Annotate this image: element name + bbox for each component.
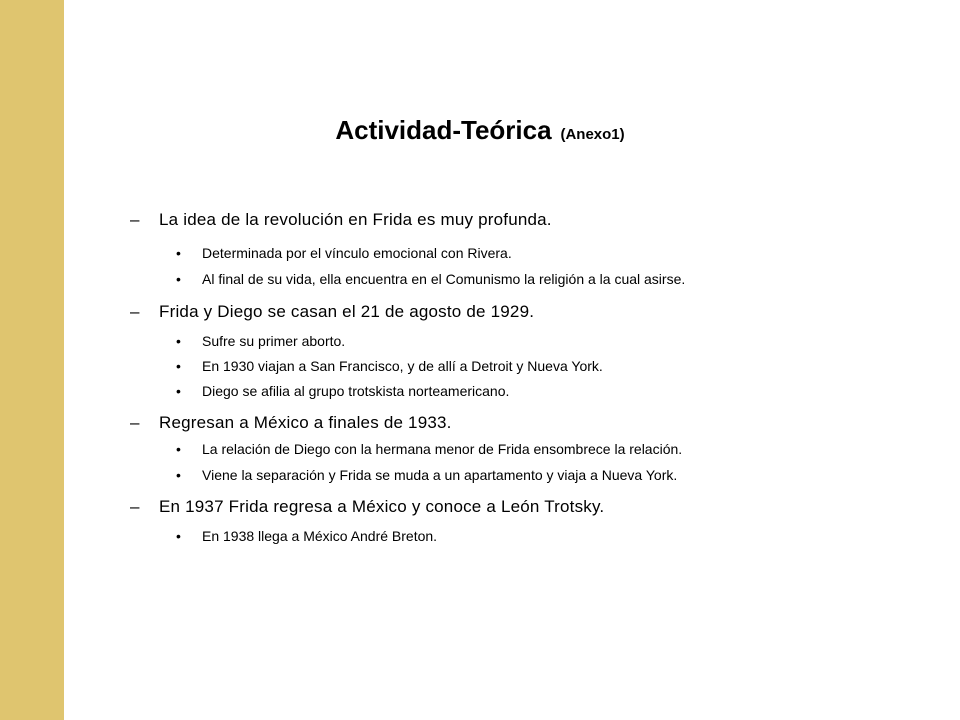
bullet-text: Determinada por el vínculo emocional con Rivera. <box>202 245 512 261</box>
bullet-marker: • <box>176 441 181 457</box>
bullet-text: Viene la separación y Frida se muda a un apartamento y viaja a Nueva York. <box>202 467 678 483</box>
section-heading-text: En 1937 Frida regresa a México y conoce a León Trotsky. <box>159 497 605 516</box>
section-heading-text: La idea de la revolución en Frida es muy profunda. <box>159 210 552 229</box>
section-heading-text: Regresan a México a finales de 1933. <box>159 413 452 432</box>
bullet-text: En 1930 viajan a San Francisco, y de allí a Detroit y Nueva York. <box>202 358 603 374</box>
bullet-text: Al final de su vida, ella encuentra en el Comunismo la religión a la cual asirse. <box>202 271 686 287</box>
dash-marker: – <box>130 302 140 321</box>
slide-title-annex: (Anexo1) <box>560 126 625 143</box>
bullet-marker: • <box>176 271 181 287</box>
bullet-text: En 1938 llega a México André Breton. <box>202 528 438 544</box>
dash-marker: – <box>130 413 140 432</box>
bullet-marker: • <box>176 383 181 399</box>
bullet-marker: • <box>176 528 181 544</box>
dash-marker: – <box>130 210 140 229</box>
bullet-marker: • <box>176 245 181 261</box>
bullet-marker: • <box>176 358 181 374</box>
bullet-marker: • <box>176 333 181 349</box>
bullet-text: La relación de Diego con la hermana menor de Frida ensombrece la relación. <box>202 441 683 457</box>
section-heading-text: Frida y Diego se casan el 21 de agosto de 1929. <box>159 302 535 321</box>
slide-title-main: Actividad-Teórica <box>335 115 552 145</box>
bullet-text: Diego se afilia al grupo trotskista norteamericano. <box>202 383 510 399</box>
bullet-marker: • <box>176 467 181 483</box>
bullet-text: Sufre su primer aborto. <box>202 333 346 349</box>
dash-marker: – <box>130 497 140 516</box>
